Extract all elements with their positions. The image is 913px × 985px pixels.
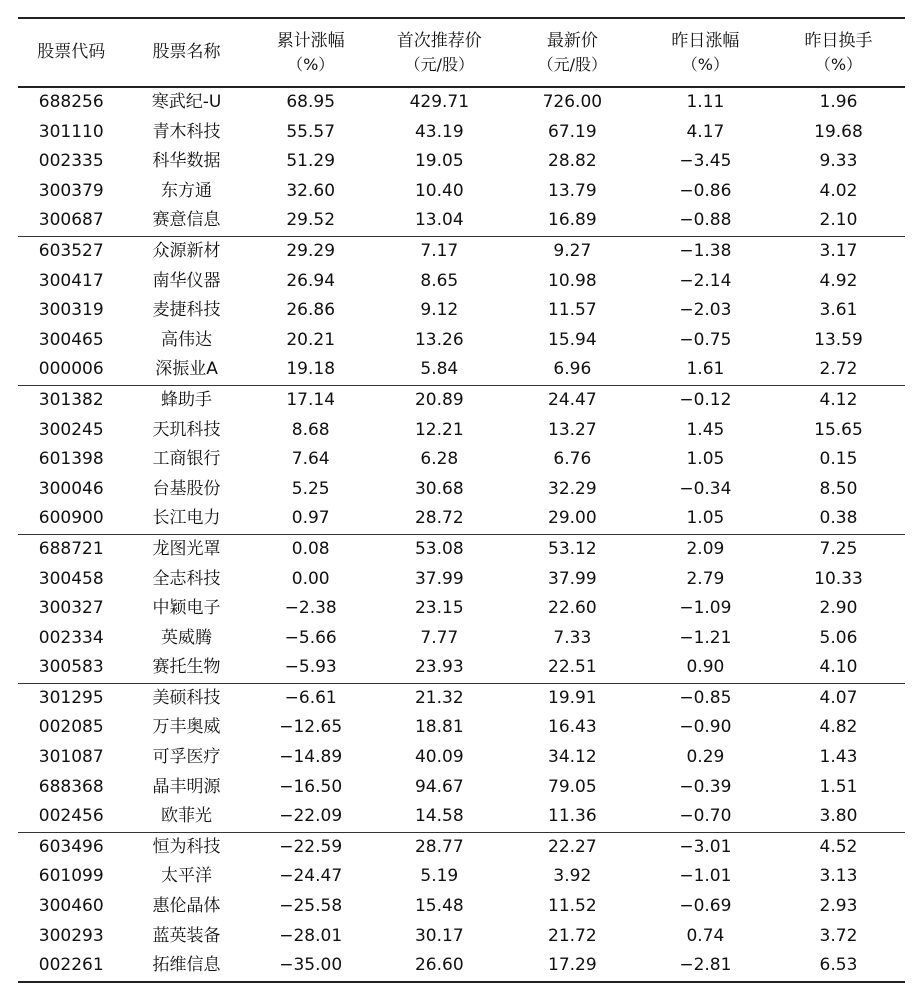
first-price-cell: 53.08 xyxy=(373,534,506,564)
stock-name-cell: 全志科技 xyxy=(152,568,221,589)
cumulative-gain-cell: −16.50 xyxy=(279,776,343,797)
latest-price-cell: 11.57 xyxy=(548,300,597,321)
stock-code-cell: 300417 xyxy=(38,270,104,291)
header-latest-price: 最新价 （元/股） xyxy=(506,18,639,87)
stock-code-cell: 002456 xyxy=(38,806,104,827)
header-row xyxy=(18,18,905,87)
cumulative-gain-cell: 0.08 xyxy=(249,534,373,564)
cumulative-gain-cell: 8.68 xyxy=(291,419,330,440)
stock-name-cell: 蓝英装备 xyxy=(152,925,221,946)
cumulative-gain-cell: −6.61 xyxy=(249,683,373,713)
stock-name-cell: 惠伦晶体 xyxy=(152,896,221,917)
latest-price-cell: 6.76 xyxy=(553,449,592,470)
yesterday-gain-cell: 1.11 xyxy=(686,92,725,112)
latest-price-cell: 53.12 xyxy=(506,534,639,564)
yesterday-gain-cell: −1.01 xyxy=(679,866,732,887)
yesterday-turnover-cell: 4.82 xyxy=(819,717,858,738)
yesterday-gain-cell: 1.05 xyxy=(686,449,725,470)
stock-code-cell: 300379 xyxy=(38,180,104,201)
yesterday-gain-cell: −0.70 xyxy=(679,806,732,827)
yesterday-gain-cell: −0.34 xyxy=(679,478,732,499)
stock-code-cell: 300465 xyxy=(38,329,104,350)
header-name: 股票名称 xyxy=(124,18,248,87)
cumulative-gain-cell: 29.52 xyxy=(286,210,336,231)
stock-code-cell: 301110 xyxy=(38,121,104,142)
yesterday-turnover-cell: 1.43 xyxy=(819,747,858,768)
yesterday-turnover-cell: 4.92 xyxy=(819,270,858,291)
stock-code-cell: 002085 xyxy=(38,717,104,738)
stock-code-cell: 300460 xyxy=(38,896,104,917)
yesterday-gain-cell: −0.12 xyxy=(639,385,772,415)
table-row xyxy=(18,773,905,803)
cumulative-gain-cell: −22.09 xyxy=(279,806,343,827)
yesterday-gain-cell: 1.45 xyxy=(686,419,725,440)
first-price-cell: 43.19 xyxy=(414,121,464,142)
table-row xyxy=(18,326,905,356)
stock-code-cell: 002334 xyxy=(38,627,104,648)
first-price-cell: 7.77 xyxy=(420,627,459,648)
yesterday-gain-cell: −0.75 xyxy=(679,329,732,350)
first-price-cell: 12.21 xyxy=(414,419,464,440)
table-row xyxy=(18,713,905,743)
yesterday-turnover-cell: 4.12 xyxy=(772,385,905,415)
header-code: 股票代码 xyxy=(18,18,124,87)
first-price-cell: 23.15 xyxy=(414,598,464,619)
header-first-recommended-price: 首次推荐价 （元/股） xyxy=(373,18,506,87)
table-row xyxy=(18,922,905,952)
latest-price-cell: 13.27 xyxy=(548,419,597,440)
first-price-cell: 9.12 xyxy=(420,300,459,321)
yesterday-gain-cell: −0.88 xyxy=(679,210,732,231)
stock-name-cell: 科华数据 xyxy=(152,151,221,172)
cumulative-gain-cell: 5.25 xyxy=(291,478,330,499)
yesterday-turnover-cell: 10.33 xyxy=(814,568,863,589)
table-row xyxy=(18,534,905,564)
latest-price-cell: 11.52 xyxy=(548,896,597,917)
stock-name-cell: 中颖电子 xyxy=(152,598,221,619)
table-row xyxy=(18,475,905,505)
cumulative-gain-cell: 0.97 xyxy=(291,508,330,529)
yesterday-turnover-cell: 2.93 xyxy=(819,896,858,917)
yesterday-gain-cell: 0.90 xyxy=(686,657,725,678)
yesterday-turnover-cell: 4.10 xyxy=(819,657,858,678)
latest-price-cell: 22.60 xyxy=(548,598,597,619)
cumulative-gain-cell: −2.38 xyxy=(284,598,337,619)
cumulative-gain-cell: 51.29 xyxy=(286,151,336,172)
yesterday-turnover-cell: 2.10 xyxy=(819,210,858,231)
latest-price-cell: 16.43 xyxy=(548,717,597,738)
first-price-cell: 13.26 xyxy=(414,329,464,350)
stock-name-cell: 万丰奥威 xyxy=(152,717,221,738)
yesterday-gain-cell: −2.03 xyxy=(679,300,732,321)
yesterday-gain-cell: −3.01 xyxy=(639,832,772,862)
latest-price-cell: 17.29 xyxy=(506,951,639,982)
table-row xyxy=(18,267,905,297)
yesterday-turnover-cell: 1.51 xyxy=(819,776,858,797)
yesterday-turnover-cell: 0.15 xyxy=(819,449,858,470)
stock-code-cell: 300293 xyxy=(38,925,104,946)
cumulative-gain-cell: 32.60 xyxy=(286,180,336,201)
stock-code-cell: 000006 xyxy=(38,359,104,380)
first-price-cell: 5.19 xyxy=(420,866,459,887)
latest-price-cell: 726.00 xyxy=(542,92,603,112)
cumulative-gain-cell: −28.01 xyxy=(279,925,343,946)
stock-name-cell: 东方通 xyxy=(161,180,213,201)
cumulative-gain-cell: −5.93 xyxy=(284,657,337,678)
yesterday-gain-cell: −2.14 xyxy=(679,270,732,291)
cumulative-gain-cell: 17.14 xyxy=(249,385,373,415)
yesterday-turnover-cell: 13.59 xyxy=(814,329,863,350)
yesterday-gain-cell: 0.29 xyxy=(686,747,725,768)
stock-name-cell: 青木科技 xyxy=(152,121,221,142)
yesterday-gain-cell: −2.81 xyxy=(639,951,772,982)
yesterday-turnover-cell: 1.96 xyxy=(819,92,858,112)
cumulative-gain-cell: −12.65 xyxy=(279,717,343,738)
yesterday-gain-cell: 2.09 xyxy=(639,534,772,564)
first-price-cell: 6.28 xyxy=(420,449,459,470)
yesterday-turnover-cell: 15.65 xyxy=(814,419,863,440)
table-row xyxy=(18,951,905,982)
table-row xyxy=(18,565,905,595)
yesterday-turnover-cell: 6.53 xyxy=(772,951,905,982)
first-price-cell: 15.48 xyxy=(414,896,464,917)
latest-price-cell: 22.27 xyxy=(506,832,639,862)
first-price-cell: 26.60 xyxy=(373,951,506,982)
table-row xyxy=(18,802,905,832)
stock-name-cell: 恒为科技 xyxy=(124,832,248,862)
yesterday-turnover-cell: 2.72 xyxy=(819,359,858,380)
yesterday-gain-cell: 1.61 xyxy=(686,359,725,380)
yesterday-turnover-cell: 4.02 xyxy=(819,180,858,201)
stock-code-cell: 300319 xyxy=(38,300,104,321)
stock-code-cell: 688256 xyxy=(38,92,104,112)
first-price-cell: 7.17 xyxy=(373,236,506,266)
yesterday-gain-cell: −0.69 xyxy=(679,896,732,917)
stock-code-cell: 688721 xyxy=(18,534,124,564)
latest-price-cell: 24.47 xyxy=(506,385,639,415)
cumulative-gain-cell: −14.89 xyxy=(279,747,343,768)
table-row xyxy=(18,296,905,326)
stock-name-cell: 赛托生物 xyxy=(152,657,221,678)
first-price-cell: 28.77 xyxy=(373,832,506,862)
table-row xyxy=(18,683,905,713)
stock-code-cell: 301087 xyxy=(38,747,104,768)
latest-price-cell: 29.00 xyxy=(548,508,597,529)
table-row xyxy=(18,862,905,892)
stock-code-cell: 301382 xyxy=(18,385,124,415)
first-price-cell: 94.67 xyxy=(414,776,464,797)
yesterday-turnover-cell: 8.50 xyxy=(819,478,858,499)
first-price-cell: 8.65 xyxy=(420,270,459,291)
cumulative-gain-cell: −22.59 xyxy=(249,832,373,862)
yesterday-turnover-cell: 19.68 xyxy=(814,121,863,142)
stock-code-cell: 600900 xyxy=(38,508,104,529)
latest-price-cell: 9.27 xyxy=(506,236,639,266)
yesterday-gain-cell: −1.21 xyxy=(679,627,732,648)
stock-name-cell: 龙图光罩 xyxy=(124,534,248,564)
first-price-cell: 30.68 xyxy=(414,478,464,499)
stock-code-cell: 300687 xyxy=(38,210,104,231)
yesterday-turnover-cell: 3.80 xyxy=(819,806,858,827)
yesterday-turnover-cell: 5.06 xyxy=(819,627,858,648)
stock-code-cell: 300245 xyxy=(38,419,104,440)
latest-price-cell: 21.72 xyxy=(548,925,597,946)
first-price-cell: 20.89 xyxy=(373,385,506,415)
table-row xyxy=(18,147,905,177)
stock-name-cell: 英威腾 xyxy=(161,627,213,648)
yesterday-gain-cell: −1.38 xyxy=(639,236,772,266)
table-row xyxy=(18,832,905,862)
stock-code-cell: 301295 xyxy=(18,683,124,713)
stock-name-cell: 晶丰明源 xyxy=(152,776,221,797)
cumulative-gain-cell: −24.47 xyxy=(279,866,343,887)
stock-code-cell: 603527 xyxy=(18,236,124,266)
stock-code-cell: 688368 xyxy=(38,776,104,797)
yesterday-gain-cell: −1.09 xyxy=(679,598,732,619)
cumulative-gain-cell: 19.18 xyxy=(286,359,336,380)
latest-price-cell: 22.51 xyxy=(548,657,597,678)
latest-price-cell: 34.12 xyxy=(548,747,597,768)
latest-price-cell: 15.94 xyxy=(548,329,597,350)
header-yesterday-turnover: 昨日换手 （%） xyxy=(772,18,905,87)
stock-code-cell: 603496 xyxy=(18,832,124,862)
yesterday-turnover-cell: 7.25 xyxy=(772,534,905,564)
stock-code-cell: 601099 xyxy=(38,866,104,887)
latest-price-cell: 37.99 xyxy=(548,568,597,589)
table-body xyxy=(18,87,905,982)
latest-price-cell: 6.96 xyxy=(553,359,592,380)
stock-name-cell: 高伟达 xyxy=(161,329,213,350)
yesterday-gain-cell: −0.85 xyxy=(639,683,772,713)
yesterday-gain-cell: 0.74 xyxy=(686,925,725,946)
table-row xyxy=(18,653,905,683)
yesterday-turnover-cell: 3.13 xyxy=(819,866,858,887)
latest-price-cell: 16.89 xyxy=(548,210,597,231)
stock-code-cell: 601398 xyxy=(38,449,104,470)
stock-code-cell: 300046 xyxy=(38,478,104,499)
table-row xyxy=(18,87,905,118)
yesterday-turnover-cell: 0.38 xyxy=(819,508,858,529)
first-price-cell: 28.72 xyxy=(414,508,464,529)
first-price-cell: 5.84 xyxy=(420,359,459,380)
stock-name-cell: 南华仪器 xyxy=(152,270,221,291)
yesterday-gain-cell: −0.86 xyxy=(679,180,732,201)
yesterday-turnover-cell: 3.72 xyxy=(819,925,858,946)
first-price-cell: 18.81 xyxy=(414,717,464,738)
first-price-cell: 14.58 xyxy=(414,806,464,827)
first-price-cell: 429.71 xyxy=(409,92,470,112)
table-row xyxy=(18,624,905,654)
cumulative-gain-cell: 20.21 xyxy=(286,329,336,350)
stock-code-cell: 002261 xyxy=(18,951,124,982)
stock-name-cell: 赛意信息 xyxy=(152,210,221,231)
latest-price-cell: 32.29 xyxy=(548,478,597,499)
latest-price-cell: 3.92 xyxy=(553,866,592,887)
table-row xyxy=(18,355,905,385)
stock-code-cell: 300583 xyxy=(38,657,104,678)
cumulative-gain-cell: 29.29 xyxy=(249,236,373,266)
table-row xyxy=(18,504,905,534)
stock-name-cell: 可孚医疗 xyxy=(152,747,221,768)
first-price-cell: 10.40 xyxy=(414,180,464,201)
stock-code-cell: 300458 xyxy=(38,568,104,589)
first-price-cell: 37.99 xyxy=(414,568,464,589)
table-row xyxy=(18,445,905,475)
first-price-cell: 23.93 xyxy=(414,657,464,678)
yesterday-gain-cell: −3.45 xyxy=(679,151,732,172)
yesterday-gain-cell: −0.39 xyxy=(679,776,732,797)
yesterday-turnover-cell: 4.52 xyxy=(772,832,905,862)
first-price-cell: 40.09 xyxy=(414,747,464,768)
yesterday-turnover-cell: 4.07 xyxy=(772,683,905,713)
header-cumulative-gain: 累计涨幅 （%） xyxy=(249,18,373,87)
latest-price-cell: 11.36 xyxy=(548,806,597,827)
stock-name-cell: 台基股份 xyxy=(152,478,221,499)
cumulative-gain-cell: 26.86 xyxy=(286,300,336,321)
cumulative-gain-cell: 55.57 xyxy=(286,121,336,142)
stock-name-cell: 天玑科技 xyxy=(152,419,221,440)
cumulative-gain-cell: 26.94 xyxy=(286,270,336,291)
stock-name-cell: 蜂助手 xyxy=(124,385,248,415)
latest-price-cell: 67.19 xyxy=(548,121,597,142)
stock-name-cell: 美硕科技 xyxy=(124,683,248,713)
yesterday-gain-cell: −0.90 xyxy=(679,717,732,738)
table-row xyxy=(18,416,905,446)
stock-name-cell: 欧菲光 xyxy=(161,806,213,827)
stock-name-cell: 太平洋 xyxy=(161,866,213,887)
first-price-cell: 19.05 xyxy=(414,151,464,172)
yesterday-turnover-cell: 9.33 xyxy=(819,151,858,172)
latest-price-cell: 10.98 xyxy=(548,270,597,291)
table-row xyxy=(18,206,905,236)
header-yesterday-gain: 昨日涨幅 （%） xyxy=(639,18,772,87)
cumulative-gain-cell: 7.64 xyxy=(291,449,330,470)
yesterday-turnover-cell: 3.17 xyxy=(772,236,905,266)
stock-recommendation-table xyxy=(18,17,905,983)
stock-name-cell: 拓维信息 xyxy=(124,951,248,982)
first-price-cell: 13.04 xyxy=(414,210,464,231)
table-row xyxy=(18,743,905,773)
stock-name-cell: 长江电力 xyxy=(152,508,221,529)
cumulative-gain-cell: 0.00 xyxy=(291,568,330,589)
stock-name-cell: 众源新材 xyxy=(124,236,248,266)
stock-code-cell: 002335 xyxy=(38,151,104,172)
latest-price-cell: 13.79 xyxy=(548,180,597,201)
cumulative-gain-cell: −5.66 xyxy=(284,627,337,648)
first-price-cell: 21.32 xyxy=(373,683,506,713)
yesterday-gain-cell: 1.05 xyxy=(686,508,725,529)
stock-code-cell: 300327 xyxy=(38,598,104,619)
table-row xyxy=(18,385,905,415)
table-row xyxy=(18,118,905,148)
table-row xyxy=(18,594,905,624)
stock-name-cell: 深振业A xyxy=(155,359,218,380)
stock-name-cell: 工商银行 xyxy=(152,449,221,470)
table-row xyxy=(18,236,905,266)
latest-price-cell: 28.82 xyxy=(548,151,597,172)
stock-name-cell: 麦捷科技 xyxy=(152,300,221,321)
latest-price-cell: 19.91 xyxy=(506,683,639,713)
yesterday-turnover-cell: 3.61 xyxy=(819,300,858,321)
stock-name-cell: 寒武纪-U xyxy=(151,92,222,112)
latest-price-cell: 79.05 xyxy=(548,776,597,797)
table-row xyxy=(18,177,905,207)
first-price-cell: 30.17 xyxy=(414,925,464,946)
cumulative-gain-cell: −35.00 xyxy=(249,951,373,982)
latest-price-cell: 7.33 xyxy=(553,627,592,648)
table-row xyxy=(18,892,905,922)
cumulative-gain-cell: 68.95 xyxy=(286,92,336,112)
yesterday-gain-cell: 4.17 xyxy=(686,121,725,142)
yesterday-gain-cell: 2.79 xyxy=(686,568,725,589)
yesterday-turnover-cell: 2.90 xyxy=(819,598,858,619)
cumulative-gain-cell: −25.58 xyxy=(279,896,343,917)
